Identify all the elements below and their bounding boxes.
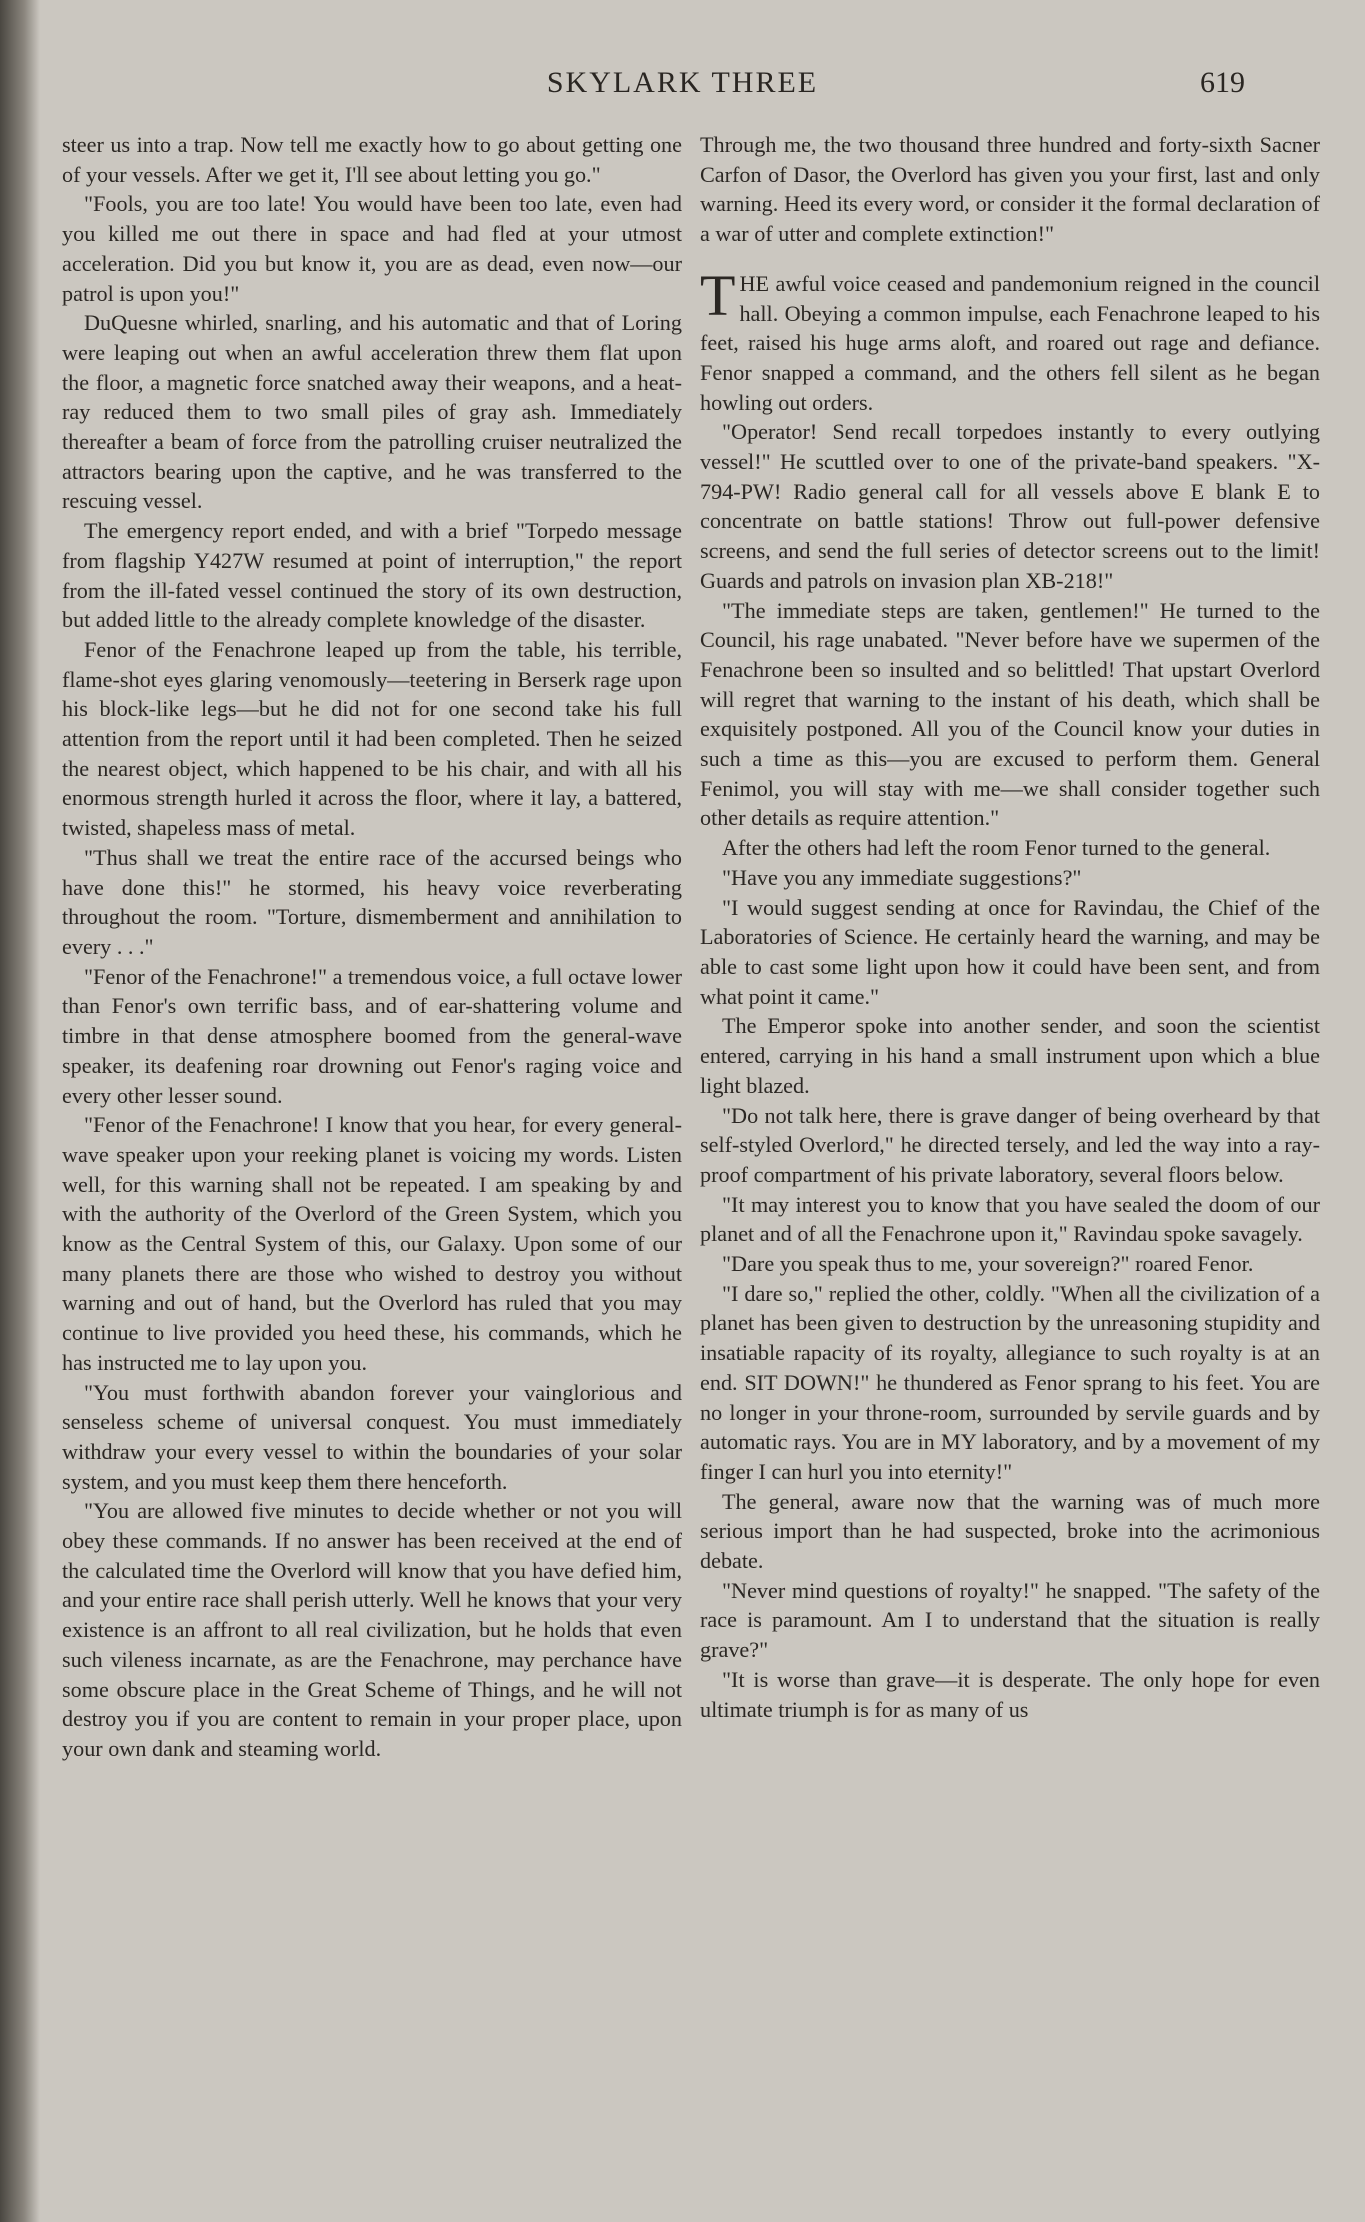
paragraph: steer us into a trap. Now tell me exactly how to go about getting one of your vessels. After we get it, I'll see about letting you go." [62,132,682,187]
paragraph: "Operator! Send recall torpedoes instantly to every outlying vessel!" He scuttled over to one of the private-band speakers. "X-794-PW! Radio general call for all vessels above E blank E to concentrate on battle stations! Throw out full-power defensive screens, and send the full series of detector screens out to the limit! Guards and patrols on invasion plan XB-218!" [700,419,1320,593]
right-column [700,130,1320,2180]
section-opening-paragraph [700,262,1320,418]
paragraph: "Do not talk here, there is grave danger of being overheard by that self-styled Overlord," he directed tersely, and led the way into a ray-proof compartment of his private laboratory, several floors below. [700,1102,1320,1187]
paragraph: "Have you any immediate suggestions?" [722,864,1082,890]
paragraph: Fenor of the Fenachrone leaped up from the table, his terrible, flame-shot eyes glaring venomously—teetering in Berserk rage upon his block-like legs—but he did not for one second take his full attention from the report until it had been completed. Then he seized the nearest object, which happened to be his chair, and with all his enormous strength hurled it across the floor, where it lay, a battered, twisted, shapeless mass of metal. [62,636,682,841]
running-head: SKYLARK THREE [546,66,819,99]
paragraph: The general, aware now that the warning was of much more serious import than he had suspected, broke into the acrimonious debate. [700,1488,1320,1574]
paragraph: "I dare so," replied the other, coldly. "When all the civilization of a planet has been given to destruction by the unreasoning stupidity and insatiable rapacity of its royalty, allegiance to such royalty is at an end. SIT DOWN!" he thundered as Fenor sprang to his feet. You are no longer in your throne-room, surrounded by servile guards and by automatic rays. You are in MY laboratory, and by a movement of my finger I can hurl you into eternity!" [700,1280,1320,1484]
page-gutter-shadow [0,0,40,2222]
paragraph: "The immediate steps are taken, gentlemen!" He turned to the Council, his rage unabated. "Never before have we supermen of the Fenachrone been so insulted and so belittled! That upstart Overlord will regret that warning to the instant of his death, which shall be exquisitely postponed. All you of the Council know your duties in such a time as this—you are excused to perform them. General Fenimol, you will stay with me—we shall consider together such other details as require attention." [700,597,1320,831]
paragraph: DuQuesne whirled, snarling, and his automatic and that of Loring were leaping out when an awful acceleration threw them flat upon the floor, a magnetic force snatched away their weapons, and a heat-ray reduced them to two small piles of gray ash. Immediately thereafter a beam of force from the patrolling cruiser neutralized the attractors bearing upon the captive, and he was transferred to the rescuing vessel. [62,310,682,514]
paragraph: The emergency report ended, and with a brief "Torpedo message from flagship Y427W resumed at point of interruption," the report from the ill-fated vessel continued the story of its own destruction, but added little to the already complete knowledge of the disaster. [62,518,682,633]
paragraph: "It may interest you to know that you have sealed the doom of our planet and of all the Fenachrone upon it," Ravindau spoke savagely. [700,1191,1320,1247]
paragraph: After the others had left the room Fenor turned to the general. [722,835,1271,861]
paragraph: The Emperor spoke into another sender, and soon the scientist entered, carrying in his hand a small instrument upon which a blue light blazed. [700,1013,1320,1098]
paragraph: "It is worse than grave—it is desperate. The only hope for even ultimate triumph is for as many of us [700,1666,1320,1722]
paragraph: "Fenor of the Fenachrone! I know that you hear, for every general-wave speaker upon your reeking planet is voicing my words. Listen well, for this warning shall not be repeated. I am speaking by and with the authority of the Overlord of the Green System, which you know as the Central System of this, our Galaxy. Upon some of our many planets there are those who wished to destroy you without warning and out of hand, but the Overlord has ruled that you may continue to live provided you heed these, his commands, which he has instructed me to lay upon you. [62,1112,682,1375]
paragraph: "Fenor of the Fenachrone!" a tremendous voice, a full octave lower than Fenor's own terrific bass, and of ear-shattering volume and timbre in that dense atmosphere boomed from the general-wave speaker, its deafening roar drowning out Fenor's raging voice and every other lesser sound. [62,963,682,1108]
paragraph: Through me, the two thousand three hundred and forty-sixth Sacner Carfon of Dasor, the Overlord has given you your first, last and only warning. Heed its every word, or consider it the formal declaration of a war of utter and complete extinction!" [700,132,1320,247]
paragraph: "Never mind questions of royalty!" he snapped. "The safety of the race is paramount. Am I to understand that the situation is really grave?" [700,1577,1320,1663]
paragraph: "Dare you speak thus to me, your sovereign?" roared Fenor. [722,1251,1254,1277]
drop-cap: T [700,262,736,328]
page-number: 619 [1200,66,1245,99]
paragraph: "You are allowed five minutes to decide whether or not you will obey these commands. If no answer has been received at the end of the calculated time the Overlord will know that you have defied him, and your entire race shall perish utterly. Well he knows that your very existence is an affront to all real civilization, but he holds that even such vileness incarnate, as are the Fenachrone, may perchance have some obscure place in the Great Scheme of Things, and he will not destroy you if you are content to remain in your proper place, upon your own dank and steaming world. [62,1498,682,1761]
paragraph: "Thus shall we treat the entire race of the accursed beings who have done this!" he stormed, his heavy voice reverberating throughout the room. "Torture, dismemberment and annihilation to every . . ." [62,844,682,959]
drop-cap-paragraph-text: HE awful voice ceased and pandemonium reigned in the council hall. Obeying a common impulse, each Fenachrone leaped to his feet, raised his huge arms aloft, and roared out rage and defiance. Fenor snapped a command, and the others fell silent as he began howling out orders. [700,270,1320,415]
page-header [60,60,1305,110]
paragraph: "I would suggest sending at once for Ravindau, the Chief of the Laboratories of Science. He certainly heard the warning, and may be able to cast some light upon how it could have been sent, and from what point it came." [700,894,1320,1009]
left-column [62,130,682,2180]
paragraph: "You must forthwith abandon forever your vainglorious and senseless scheme of universal conquest. You must immediately withdraw your every vessel to within the boundaries of your solar system, and you must keep them there henceforth. [62,1379,682,1494]
paragraph: "Fools, you are too late! You would have been too late, even had you killed me out there in space and had fled at your utmost acceleration. Did you but know it, you are as dead, even now—our patrol is upon you!" [62,191,682,306]
